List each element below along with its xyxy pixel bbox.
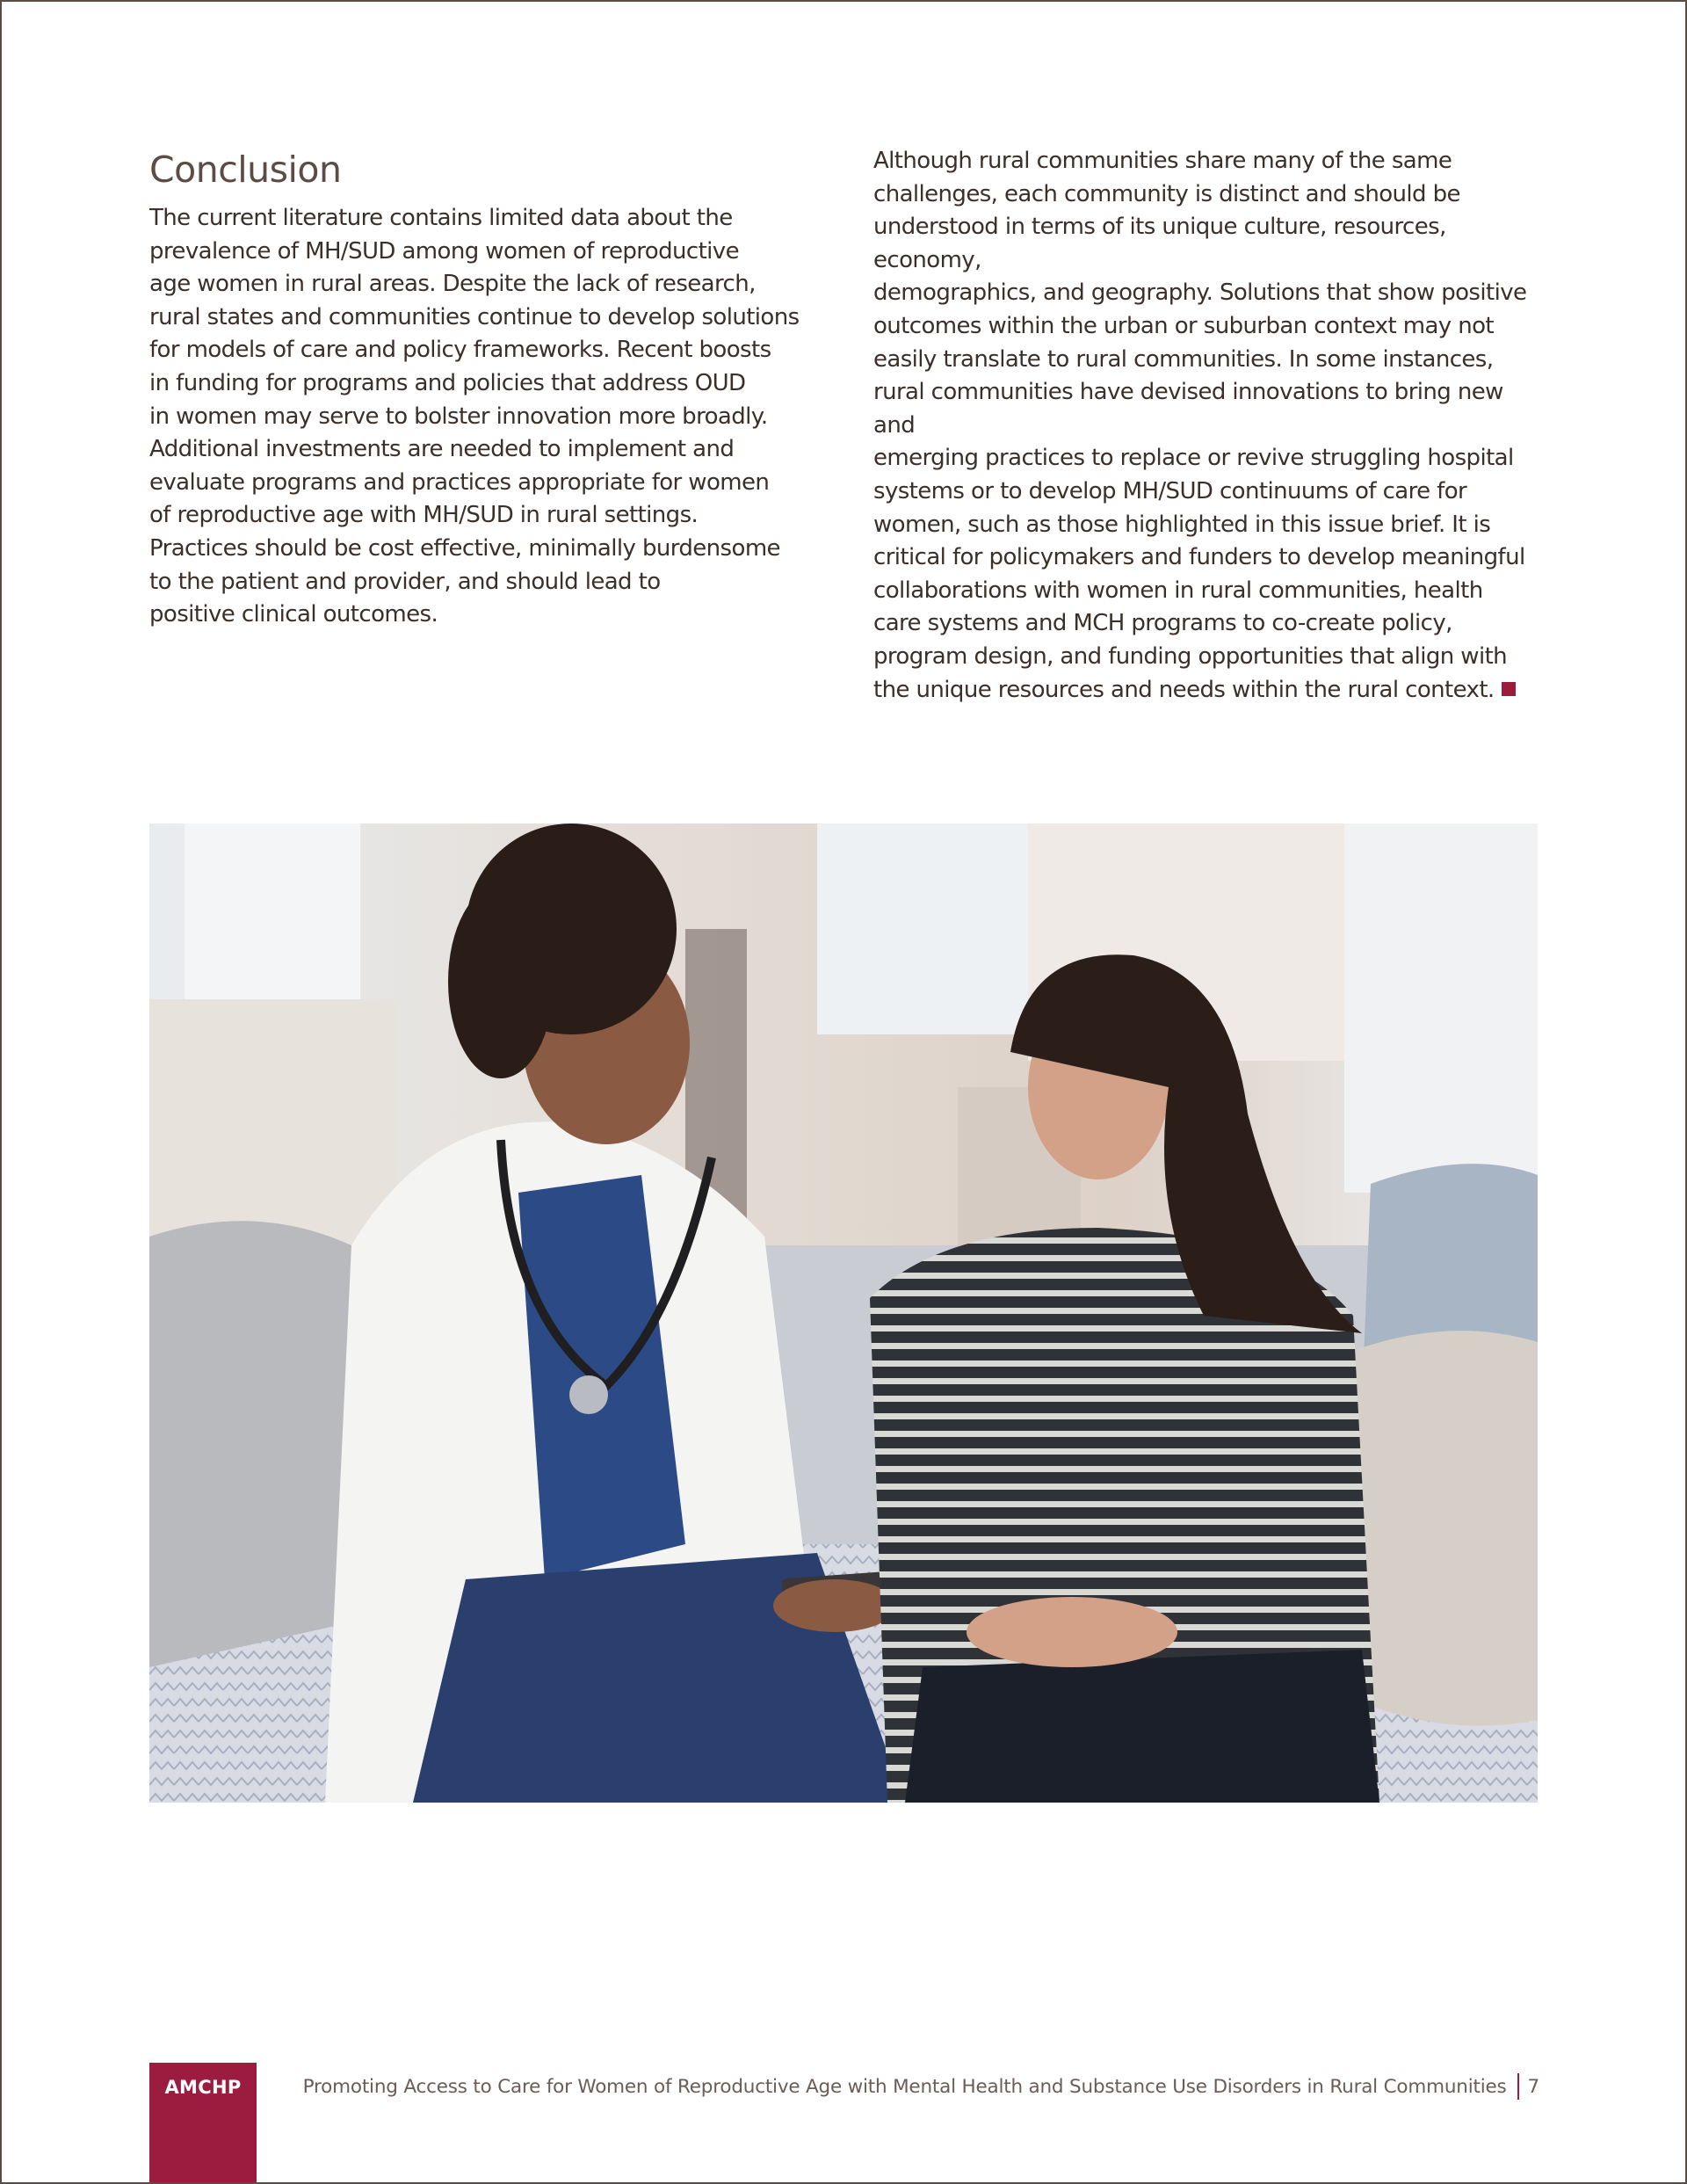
right-column: [873, 144, 1541, 707]
conclusion-heading: Conclusion: [149, 149, 342, 191]
left-column: [149, 144, 817, 632]
conclusion-paragraph-left: The current literature contains limited data about the prevalence of MH/SUD among women of reproductive age women in rural areas. Despite the lack of research, rural states and communities continue to develop solutions for models of care and policy frameworks. Recent boosts in funding for programs and policies that address OUD in women may serve to bolster innovation more broadly. Additional investments are needed to implement and evaluate programs and practices appropriate for women of reproductive age with MH/SUD in rural settings. Practices should be cost effective, minimally burdensome to the patient and provider, and should lead to positive clinical outcomes.: [149, 205, 800, 628]
conclusion-paragraph-right: [873, 145, 1541, 707]
amchp-logo-text: AMCHP: [164, 2077, 242, 2098]
amchp-logo: [149, 2063, 257, 2184]
end-of-article-marker: [1502, 682, 1516, 696]
footer: [303, 2073, 1539, 2100]
footer-document-title: Promoting Access to Care for Women of Reproductive Age with Mental Health and Substance Use Disorders in Rural Communities: [302, 2075, 1507, 2098]
page-number: 7: [1527, 2075, 1539, 2098]
photo-doctor-with-patient: [149, 824, 1538, 1803]
conclusion-paragraph-right-text: Although rural communities share many of the same challenges, each community is distinct and should be understood in terms of its unique culture, resources, economy, demographics, and geography. Solutions that show positive outcomes within the urban or suburban context may not easily translate to rural communities. In some instances, rural communities have devised innovations to bring new and emerging practices to replace or revive struggling hospital systems or to develop MH/SUD continuums of care for women, such as those highlighted in this issue brief. It is critical for policymakers and funders to develop meaningful collaborations with women in rural communities, health care systems and MCH programs to co-create policy, program design, and funding opportunities that align with the unique resources and needs within the rural context.: [873, 148, 1527, 703]
footer-separator: [1517, 2073, 1519, 2100]
